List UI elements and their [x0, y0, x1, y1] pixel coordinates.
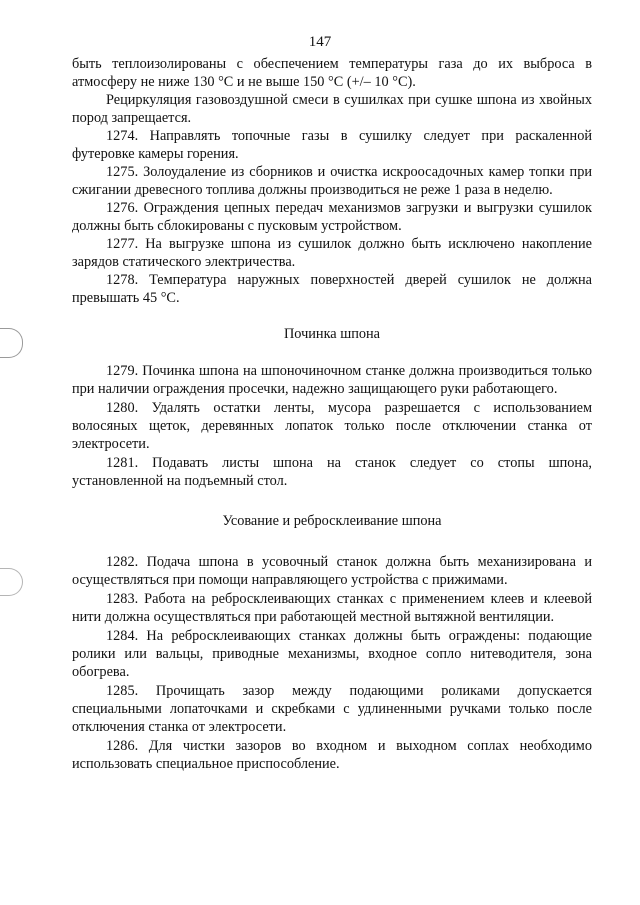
paragraph: быть теплоизолированы с обеспечением температуры газа до их выброса в атмосферу не ниже 130 °С и не выше 150 °С (+/– 10 °С). [72, 56, 592, 90]
paragraph: 1285. Прочищать зазор между подающими роликами допускается специальными лопаточками и скребками с удлиненными ручками только после отключения станка от электросети. [72, 683, 592, 735]
paragraph: 1280. Удалять остатки ленты, мусора разрешается с использованием волосяных щеток, деревянных лопаток только после отключении станка от электросети. [72, 400, 592, 452]
paragraph: 1283. Работа на ребросклеивающих станках с применением клеев и клеевой нити должна осуществляться при работающей местной вытяжной вентиляции. [72, 591, 592, 625]
paragraph: 1274. Направлять топочные газы в сушилку следует при раскаленной футеровке камеры горения. [72, 128, 592, 162]
paragraph: 1284. На ребросклеивающих станках должны быть ограждены: подающие ролики или вальцы, приводные механизмы, входное сопло нитеводителя, зона обогрева. [72, 628, 592, 680]
document-body [72, 55, 592, 773]
binding-hole-mark [0, 328, 23, 358]
page-number: 147 [308, 34, 332, 50]
paragraph: 1286. Для чистки зазоров во входном и выходном соплах необходимо использовать специальное приспособление. [72, 738, 592, 772]
paragraph: 1276. Ограждения цепных передач механизмов загрузки и выгрузки сушилок должны быть сблокированы с пусковым устройством. [72, 200, 592, 234]
paragraph: Рециркуляция газовоздушной смеси в сушилках при сушке шпона из хвойных пород запрещается. [72, 92, 592, 126]
paragraph: 1275. Золоудаление из сборников и очистка искроосадочных камер топки при сжигании древесного топлива должны производиться не реже 1 раза в неделю. [72, 164, 592, 198]
section-heading: Починка шпона [283, 326, 381, 342]
paragraph: 1281. Подавать листы шпона на станок следует со стопы шпона, установленной на подъемный стол. [72, 455, 592, 489]
paragraph: 1282. Подача шпона в усовочный станок должна быть механизирована и осуществляться при помощи направляющего устройства с прижимами. [72, 554, 592, 588]
paragraph: 1279. Починка шпона на шпоночиночном станке должна производиться только при наличии ограждения просечки, надежно защищающего руки работающего. [72, 363, 592, 397]
paragraph: 1278. Температура наружных поверхностей дверей сушилок не должна превышать 45 °С. [72, 272, 592, 306]
binding-hole-mark [0, 568, 23, 596]
paragraph: 1277. На выгрузке шпона из сушилок должно быть исключено накопление зарядов статического электричества. [72, 236, 592, 270]
section-heading: Усование и ребросклеивание шпона [222, 513, 442, 529]
